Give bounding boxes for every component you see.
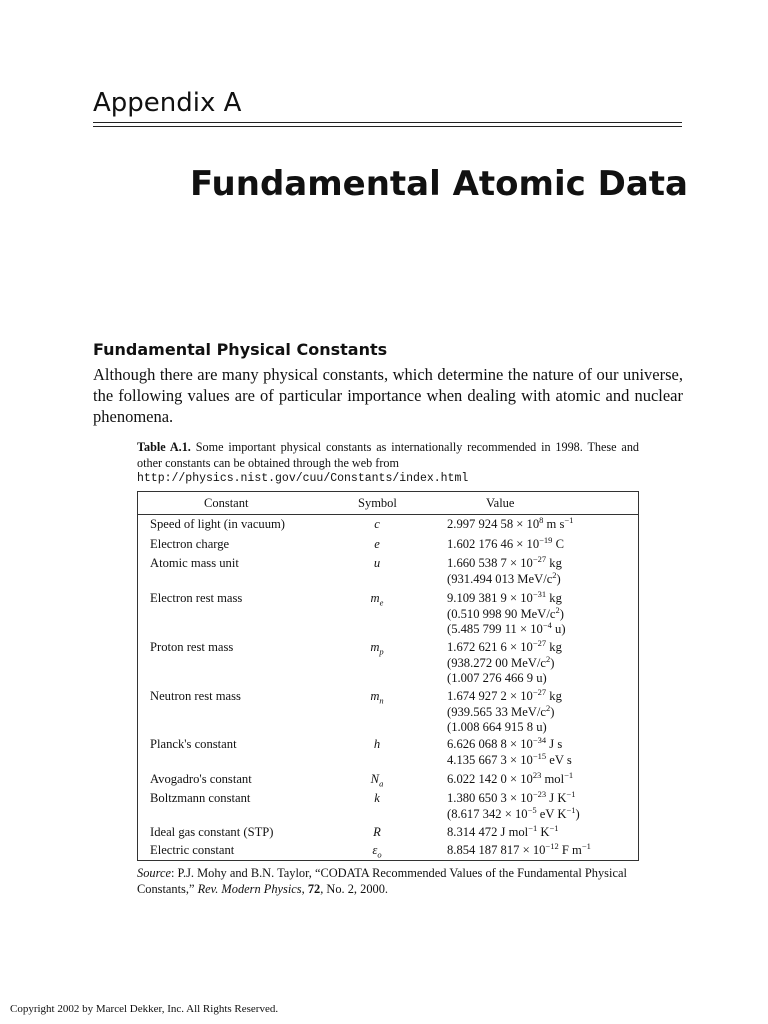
- copyright-notice: Copyright 2002 by Marcel Dekker, Inc. All Rights Reserved.: [10, 1003, 279, 1015]
- constant-value: 1.672 621 $6 \times 10^{-27}$ kg (938.272 00 MeV/$c^2$) (1.007 276 466 9 u): [447, 637, 562, 685]
- constant-name: Electric constant: [150, 843, 235, 857]
- column-header-constant: Constant: [204, 496, 249, 510]
- header-rule-bottom: [93, 126, 682, 127]
- constant-value: 8.854 187 $817 \times 10^{-12}$ F $m^{-1}$: [447, 840, 591, 857]
- constant-value: 1.660 538 $7 \times 10^{-27}$ kg (931.494 013 MeV/$c^2$): [447, 553, 562, 586]
- constant-symbol: e: [374, 537, 380, 551]
- constant-name: Planck's constant: [150, 737, 237, 751]
- chapter-title: Fundamental Atomic Data: [190, 164, 688, 204]
- constant-value: 1.602 176 $46 \times 10^{-19}$ C: [447, 534, 564, 551]
- caption-url: http://physics.nist.gov/cuu/Constants/index.html: [137, 472, 469, 485]
- table-caption: [137, 440, 639, 487]
- constant-symbol: h: [373, 737, 381, 751]
- constant-name: Proton rest mass: [150, 640, 234, 654]
- column-header-value: Value: [486, 496, 515, 510]
- caption-text: Some important physical constants as internationally recommended in 1998. These and other constants can be obtained through the web from: [137, 440, 640, 470]
- constant-symbol: k: [374, 791, 380, 805]
- constant-value: 2.997 924 $58 \times 10^8$ m $s^{-1}$: [447, 514, 574, 531]
- constant-symbol: $N_a$: [370, 772, 384, 789]
- appendix-label: Appendix A: [93, 88, 242, 118]
- constant-name: Atomic mass unit: [150, 556, 239, 570]
- constant-name: Boltzmann constant: [150, 791, 251, 805]
- table-source-note: Source: P.J. Mohy and B.N. Taylor, “CODATA Recommended Values of the Fundamental Physical Constants,” Rev. Modern Physics, 72, No. 2, 2000.: [137, 866, 627, 896]
- constant-value: 9.109 381 $9 \times 10^{-31}$ kg (0.510 998 90 MeV/$c^2$) (5.485 799 $11 \times 10^{-4}$ u): [447, 588, 566, 636]
- constant-value: 1.380 650 $3 \times 10^{-23}$ J $K^{-1}$ (8.617 $342 \times 10^{-5}$ eV $K^{-1}$): [447, 788, 580, 821]
- section-title: Fundamental Physical Constants: [93, 340, 388, 359]
- constant-symbol: $m_p$: [370, 640, 384, 657]
- constant-symbol: $\varepsilon_o$: [372, 843, 382, 860]
- constant-symbol: u: [373, 556, 381, 570]
- caption-lead: Table A.1.: [137, 440, 191, 454]
- constant-value: 1.674 927 $2 \times 10^{-27}$ kg (939.565 33 MeV/$c^2$) (1.008 664 915 8 u): [447, 686, 562, 734]
- constant-symbol: c: [374, 517, 380, 531]
- constant-name: Speed of light (in vacuum): [150, 517, 286, 531]
- constant-name: Avogadro's constant: [150, 772, 252, 786]
- constant-name: Ideal gas constant (STP): [150, 825, 274, 839]
- constant-symbol: $m_e$: [370, 591, 384, 608]
- constant-value: 6.626 068 $8 \times 10^{-34}$ J s 4.135 667 $3 \times 10^{-15}$ eV s: [447, 734, 572, 767]
- constant-symbol: $m_n$: [370, 689, 384, 706]
- constant-value: 6.022 142 $0 \times 10^{23}$ mol$^{-1}$: [447, 769, 574, 786]
- constant-name: Neutron rest mass: [150, 689, 241, 703]
- header-rule-top: [93, 122, 682, 123]
- constant-value: 8.314 472 J mol$^{-1}$ $K^{-1}$: [447, 822, 559, 839]
- constant-name: Electron rest mass: [150, 591, 243, 605]
- constant-symbol: R: [373, 825, 381, 839]
- constant-name: Electron charge: [150, 537, 230, 551]
- intro-paragraph: Although there are many physical constants, which determine the nature of our universe, the following values are of particular importance when dealing with atomic and nuclear phenomena.: [93, 365, 683, 426]
- column-header-symbol: Symbol: [358, 496, 397, 510]
